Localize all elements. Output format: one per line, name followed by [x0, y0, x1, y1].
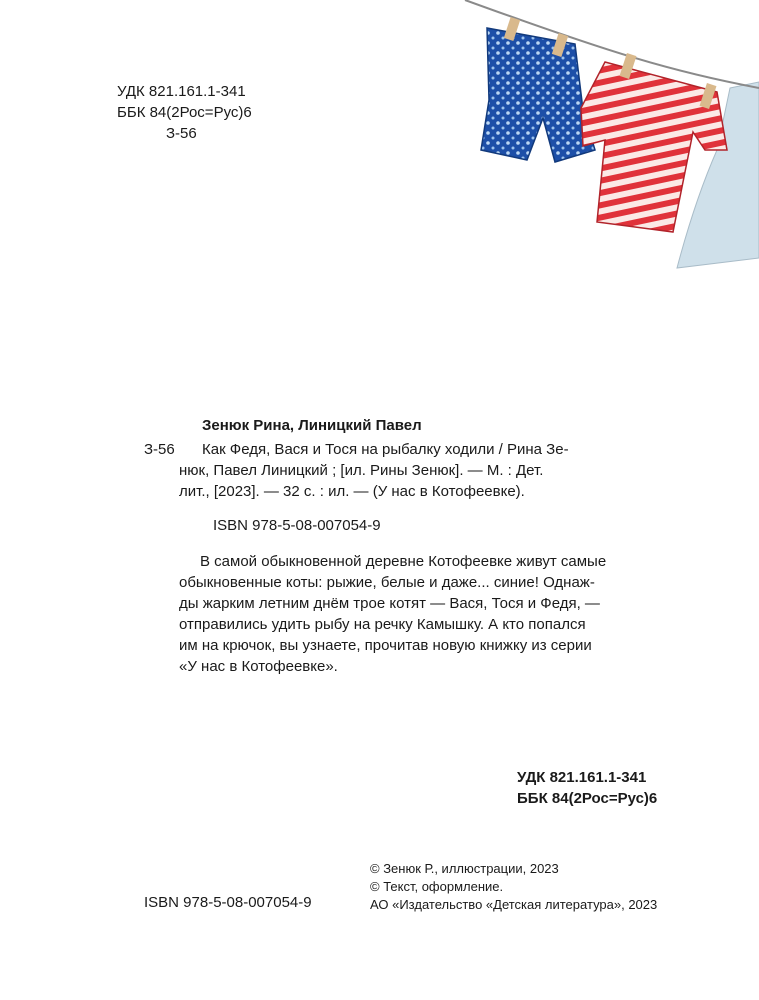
annotation-line-6: «У нас в Котофеевке».	[179, 658, 338, 675]
isbn-bottom: ISBN 978-5-08-007054-9	[144, 894, 312, 911]
bbk-top: ББК 84(2Рос=Рус)6	[117, 104, 252, 121]
copyright-line-2: © Текст, оформление.	[370, 879, 504, 894]
catalog-line-2: нюк, Павел Линицкий ; [ил. Рины Зенюк]. — М. : Дет.	[179, 462, 544, 479]
annotation-line-4: отправились удить рыбу на речку Камышку. А кто попался	[179, 616, 586, 633]
bbk-bottom: ББК 84(2Рос=Рус)6	[517, 790, 658, 807]
author-mark-top: З-56	[166, 125, 197, 142]
annotation-line-2: обыкновенные коты: рыжие, белые и даже... синие! Однаж-	[179, 574, 595, 591]
catalog-line-3: лит., [2023]. — 32 с. : ил. — (У нас в Котофеевке).	[179, 483, 525, 500]
clothesline-illustration	[455, 0, 759, 290]
annotation-line-5: им на крючок, вы узнаете, прочитав новую книжку из серии	[179, 637, 592, 654]
copyright-line-3: АО «Издательство «Детская литература», 2023	[370, 897, 658, 912]
author-heading: Зенюк Рина, Линицкий Павел	[202, 417, 422, 434]
udk-bottom: УДК 821.161.1-341	[517, 769, 647, 786]
shorts-icon	[481, 28, 595, 162]
catalog-isbn: ISBN 978-5-08-007054-9	[213, 517, 381, 534]
annotation-line-3: ды жарким летним днём трое котят — Вася, Тося и Федя, —	[179, 595, 600, 612]
author-mark: З-56	[144, 441, 175, 458]
catalog-line-1: Как Федя, Вася и Тося на рыбалку ходили / Рина Зе-	[202, 441, 569, 458]
annotation-line-1: В самой обыкновенной деревне Котофеевке живут самые	[200, 553, 607, 570]
copyright-line-1: © Зенюк Р., иллюстрации, 2023	[370, 861, 559, 876]
udk-top: УДК 821.161.1-341	[117, 83, 246, 100]
